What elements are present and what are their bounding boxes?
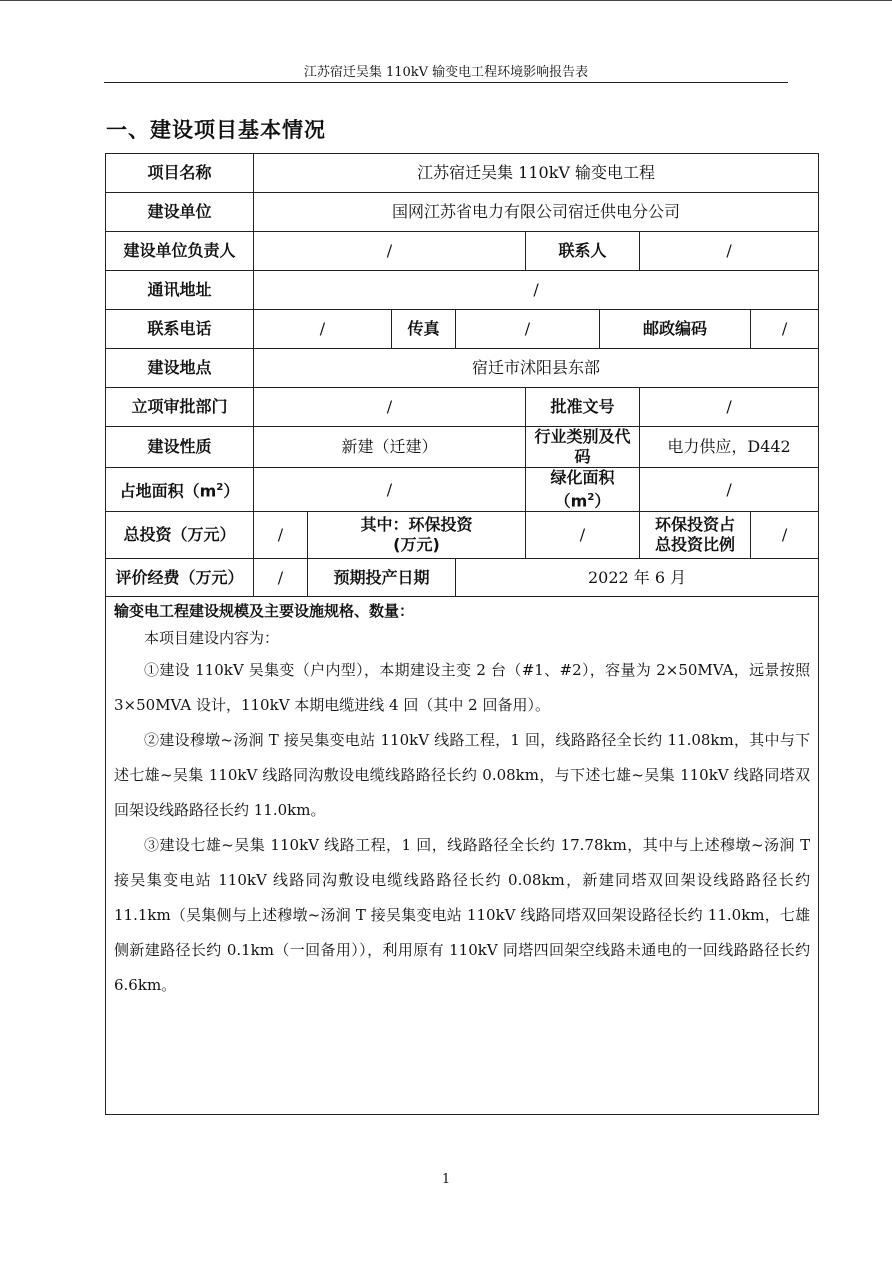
row-eval-fee [106,559,819,597]
location-label: 建设地点 [106,349,254,388]
env-ratio-value: / [751,512,819,559]
production-date-value: 2022 年 6 月 [456,559,819,597]
page-number: 1 [441,1172,451,1187]
phone-value: / [254,310,392,349]
row-location [106,349,819,388]
row-builder [106,193,819,232]
approval-dept-value: / [254,388,526,427]
project-info-table [105,153,819,1115]
eval-fee-value: / [254,559,308,597]
postcode-label: 邮政编码 [600,310,751,349]
builder-head-label: 建设单位负责人 [106,232,254,271]
env-ratio-label: 环保投资占 总投资比例 [640,512,751,559]
section-title: 一、建设项目基本情况 [106,118,326,142]
phone-label: 联系电话 [106,310,254,349]
description-item-3: ③建设七雄~吴集 110kV 线路工程，1 回，线路路径全长约 17.78km，其中与上述穆墩~汤涧 T 接吴集变电站 110kV 线路同沟敷设电缆线路路径长约 0.08km，新建同塔双回架设线路路径长约 11.1km（吴集侧与上述穆墩~汤涧 T 接吴集变电站 110kV 线路同塔双回架设路径长约 11.0km，七雄侧新建路径长约 0.1km（一回备用）），利用原有 110kV 同塔四回架空线路未通电的一回线路路径长约 6.6km。 [114,836,811,995]
row-nature [106,427,819,468]
approval-doc-value: / [640,388,819,427]
location-value: 宿迁市沭阳县东部 [254,349,819,388]
description-item-1: ①建设 110kV 吴集变（户内型），本期建设主变 2 台（#1、#2），容量为 2×50MVA，远景按照 3×50MVA 设计，110kV 本期电缆进线 4 回（其中 2 回备用）。 [114,661,811,715]
production-date-label: 预期投产日期 [308,559,456,597]
postcode-value: / [751,310,819,349]
project-name-value: 江苏宿迁吴集 110kV 输变电工程 [254,154,819,193]
row-area [106,468,819,512]
approval-doc-label: 批准文号 [526,388,640,427]
fax-value: / [456,310,600,349]
green-area-label: 绿化面积$(m^2)$ [526,468,640,512]
nature-label: 建设性质 [106,427,254,468]
industry-value: 电力供应，D442 [640,427,819,468]
row-description [106,597,819,1115]
row-address [106,271,819,310]
row-investment [106,512,819,559]
page-top-border [0,0,892,1]
contact-label: 联系人 [526,232,640,271]
project-name-label: 项目名称 [106,154,254,193]
address-value: / [254,271,819,310]
row-builder-head [106,232,819,271]
eval-fee-label: 评价经费（万元） [106,559,254,597]
total-invest-label: 总投资（万元） [106,512,254,559]
env-invest-value: / [526,512,640,559]
address-label: 通讯地址 [106,271,254,310]
approval-dept-label: 立项审批部门 [106,388,254,427]
green-area-value: / [640,468,819,512]
builder-label: 建设单位 [106,193,254,232]
row-phone [106,310,819,349]
industry-label: 行业类别及代码 [526,427,640,468]
description-heading: 输变电工程建设规模及主要设施规格、数量： [114,602,415,621]
running-header: 江苏宿迁吴集 110kV 输变电工程环境影响报告表 [303,65,589,80]
description-intro: 本项目建设内容为： [144,629,280,648]
contact-value: / [640,232,819,271]
area-label: 占地面积$(m^2)$ [106,468,254,512]
fax-label: 传真 [392,310,456,349]
builder-value: 国网江苏省电力有限公司宿迁供电分公司 [254,193,819,232]
row-project-name [106,154,819,193]
area-value: / [254,468,526,512]
description-cell [106,597,819,1115]
description-item-2: ②建设穆墩~汤涧 T 接吴集变电站 110kV 线路工程，1 回，线路路径全长约 11.08km，其中与下述七雄~吴集 110kV 线路同沟敷设电缆线路路径长约 0.08km，与下述七雄~吴集 110kV 线路同塔双回架设线路路径长约 11.0km。 [114,731,811,820]
nature-value: 新建（迁建） [254,427,526,468]
header-rule [104,82,788,83]
row-approval [106,388,819,427]
env-invest-label: 其中：环保投资 (万元) [308,512,526,559]
builder-head-value: / [254,232,526,271]
total-invest-value: / [254,512,308,559]
